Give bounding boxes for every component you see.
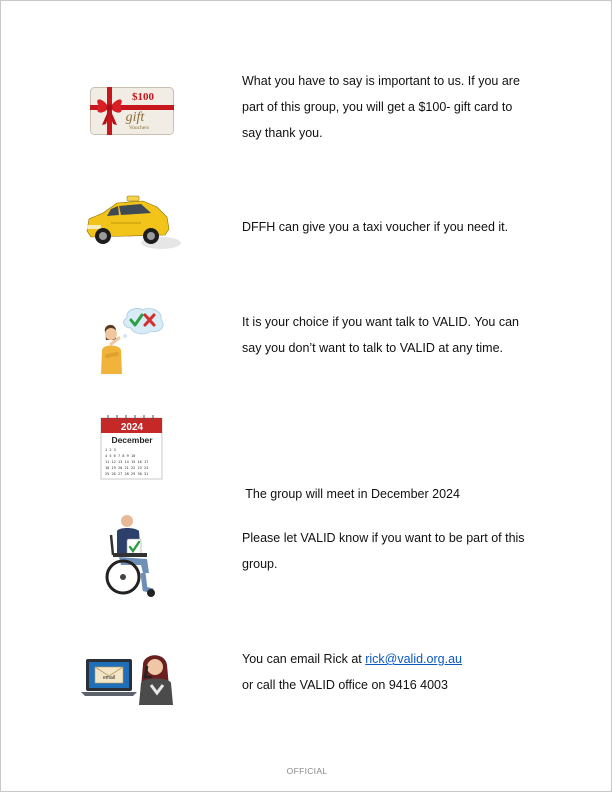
gift-text (242, 68, 552, 146)
join-text-line-1: Please let VALID know if you want to be part of this (242, 531, 525, 545)
calendar-month: December (111, 435, 153, 445)
taxi-icon (81, 193, 183, 255)
calendar-week-5: 25 26 27 28 29 30 31 (105, 472, 149, 476)
contact-text-line-2: or call the VALID office on 9416 4003 (242, 678, 448, 692)
calendar-week-1: 1 2 3 (105, 448, 116, 452)
choice-text-line-1: It is your choice if you want talk to VALID. You can (242, 315, 520, 329)
contact-email-prefix: You can email Rick at (242, 652, 366, 666)
gift-card-amount: $100 (132, 91, 154, 103)
laptop-email-icon (81, 645, 179, 705)
laptop-email-label: email (103, 675, 115, 681)
join-text (242, 525, 552, 577)
calendar-week-2: 4 5 6 7 8 9 10 (105, 454, 136, 458)
gift-card-sub: Vouchers (128, 125, 150, 131)
gift-text-line-1: What you have to say is important to us. If you are (242, 74, 520, 88)
gift-card-icon (90, 87, 174, 135)
choice-text-line-2: say you don’t want to talk to VALID at any time. (242, 341, 504, 355)
choice-person-icon (97, 304, 167, 374)
choice-text (242, 309, 552, 361)
contact-text-line-1 (242, 646, 552, 672)
gift-text-line-3: say thank you. (242, 126, 323, 140)
gift-text-line-2: part of this group, you will get a $100- gift card to (242, 100, 513, 114)
contact-email-link[interactable]: rick@valid.org.au (365, 652, 462, 666)
calendar-year: 2024 (120, 422, 144, 433)
footer-classification: OFFICIAL (286, 766, 328, 776)
calendar-icon (100, 413, 164, 481)
meeting-text-line-1: The group will meet in December 2024 (242, 487, 460, 501)
gift-card-word: gift (125, 110, 145, 125)
calendar-week-3: 11 12 13 14 15 16 17 (105, 460, 149, 464)
join-text-line-2: group. (242, 557, 278, 571)
taxi-text (242, 214, 552, 240)
contact-text (242, 646, 552, 698)
taxi-text-line-1: DFFH can give you a taxi voucher if you need it. (242, 220, 509, 234)
calendar-week-4: 18 19 20 21 22 23 24 (105, 466, 149, 470)
wheelchair-user-icon (105, 513, 163, 599)
